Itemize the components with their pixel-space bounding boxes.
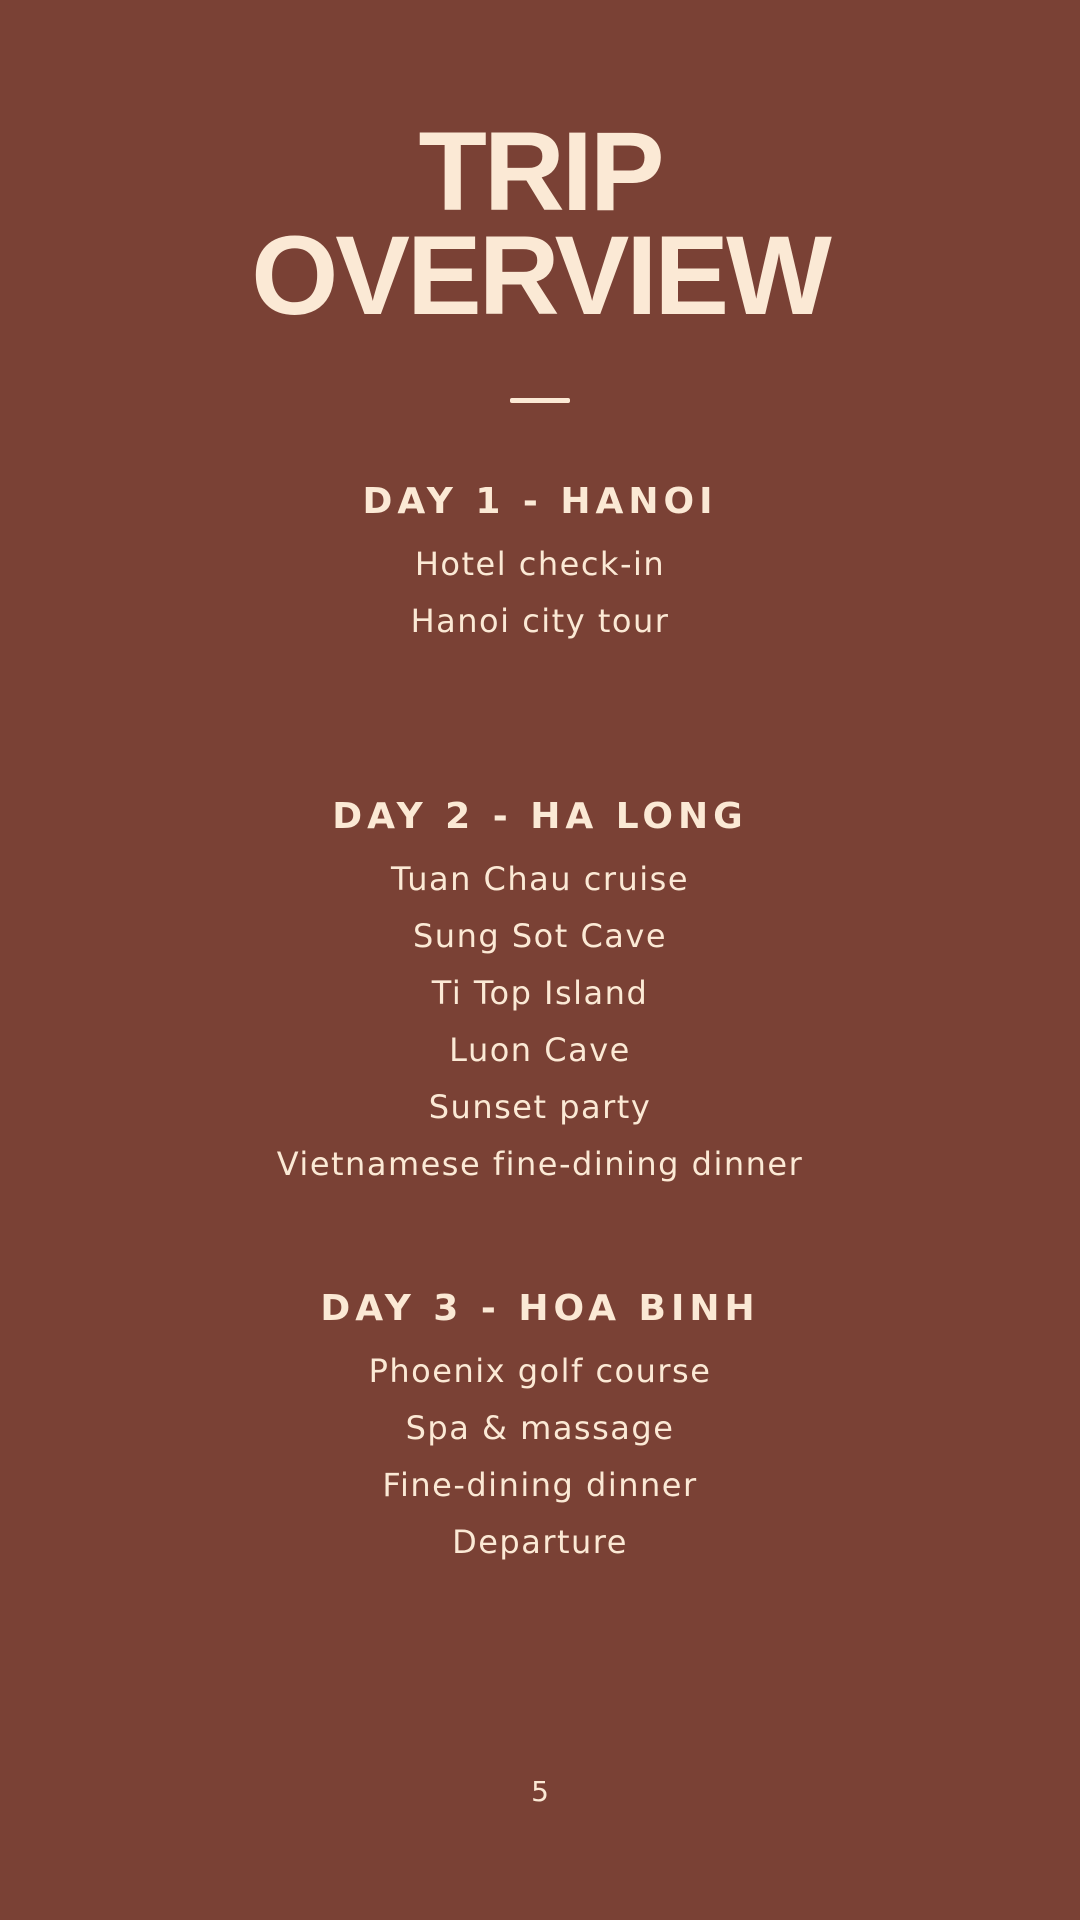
page-title — [0, 109, 1080, 338]
day-1-heading: DAY 1 - HANOI — [362, 481, 718, 522]
activity-item: Vietnamese fine-dining dinner — [276, 1145, 804, 1183]
activity-item: Departure — [452, 1523, 628, 1561]
day-3-section — [0, 1287, 1080, 1571]
day-2-section — [0, 795, 1080, 1193]
activity-item: Fine-dining dinner — [382, 1466, 698, 1504]
activity-item: Ti Top Island — [431, 974, 649, 1012]
day-3-heading: DAY 3 - HOA BINH — [320, 1288, 760, 1329]
activity-item: Sung Sot Cave — [412, 917, 668, 955]
activity-item: Spa & massage — [405, 1409, 675, 1447]
activity-item: Sunset party — [428, 1088, 652, 1126]
day-2-heading: DAY 2 - HA LONG — [332, 796, 748, 837]
title-line-1: TRIP — [418, 109, 662, 234]
day-1-section — [0, 480, 1080, 650]
title-divider — [510, 398, 570, 403]
day-3-activity-list — [0, 1343, 1080, 1571]
page-number: 5 — [531, 1775, 549, 1808]
title-line-2: OVERVIEW — [251, 213, 829, 338]
day-1-activity-list — [0, 536, 1080, 650]
day-2-activity-list — [0, 851, 1080, 1193]
activity-item: Luon Cave — [449, 1031, 631, 1069]
activity-item: Hotel check-in — [414, 545, 666, 583]
activity-item: Tuan Chau cruise — [391, 860, 689, 898]
activity-item: Hanoi city tour — [410, 602, 670, 640]
activity-item: Phoenix golf course — [368, 1352, 712, 1390]
